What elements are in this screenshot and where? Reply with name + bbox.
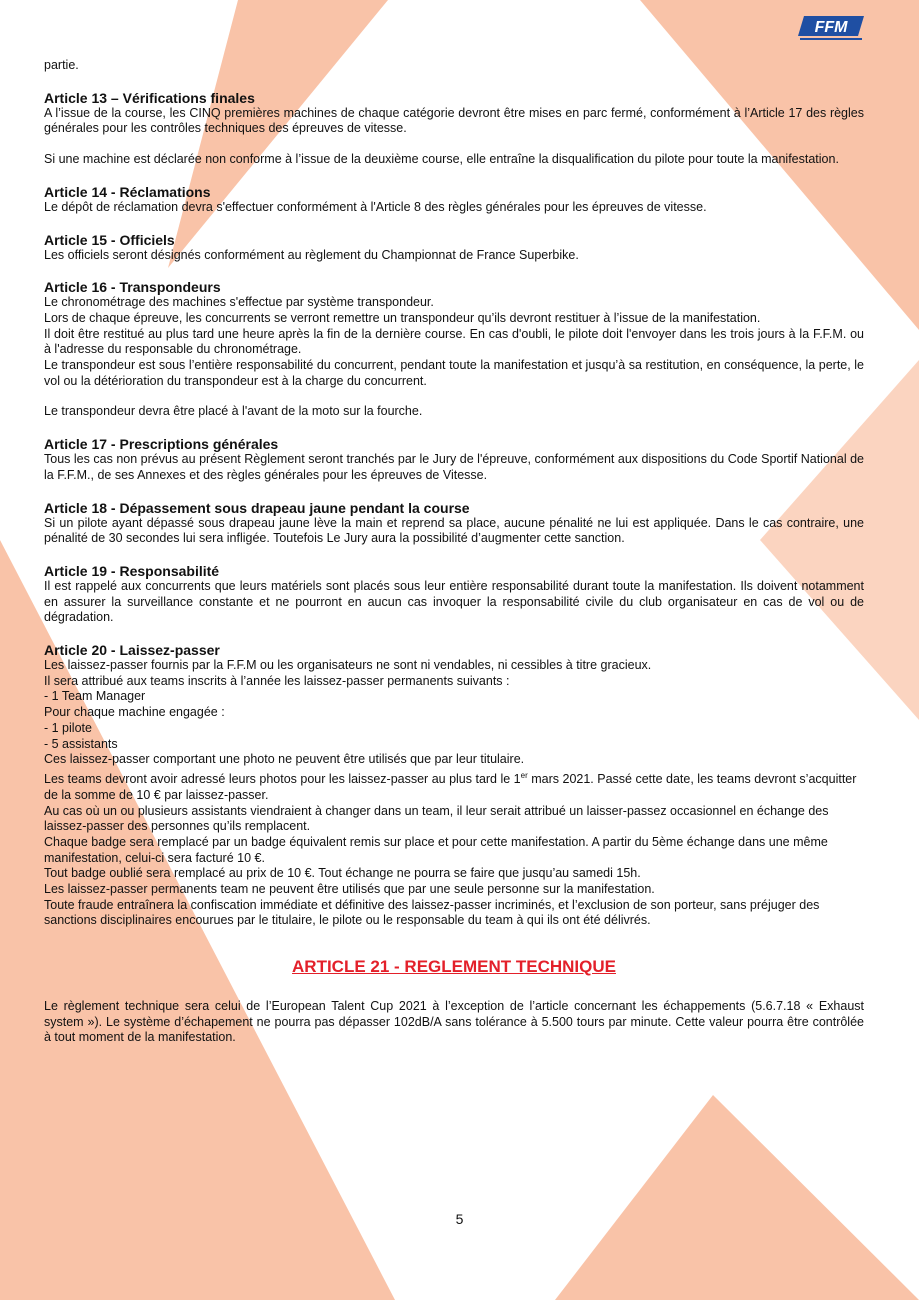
article-13-title: Article 13 – Vérifications finales <box>44 89 255 106</box>
article-20-l8-sup: er <box>520 770 528 780</box>
article-20-l11: Tout badge oublié sera remplacé au prix de 10 €. Tout échange ne pourra se faire que jusqu’au samedi 15h. <box>44 866 641 881</box>
article-16-l5: Le transpondeur devra être placé à l'avant de la moto sur la fourche. <box>44 404 423 419</box>
article-21-title: ARTICLE 21 - REGLEMENT TECHNIQUE <box>292 957 616 977</box>
article-19 <box>44 563 864 626</box>
article-20-l10: Chaque badge sera remplacé par un badge équivalent remis sur place et pour cette manifestation. A partir du 5ème échange dans une même manifestation, celui-ci sera facturé 10 €. <box>44 834 828 865</box>
intro-text: partie. <box>44 58 79 72</box>
article-20-l13: Toute fraude entraînera la confiscation immédiate et définitive des laissez-passer incriminés, et l’exclusion de son porteur, sans préjuger des sanctions disciplinaires encourues par le titulaire, le pilote ou le responsable du team à qui ils ont été délivrés. <box>44 897 820 928</box>
article-20-l2: Il sera attribué aux teams inscrits à l’année les laissez-passer permanents suivants : <box>44 673 510 688</box>
page-number: 5 <box>455 1211 464 1227</box>
article-16-l4: Le transpondeur est sous l’entière responsabilité du concurrent, pendant toute la manifestation et jusqu’à sa restitution, en conséquence, la perte, le vol ou la détérioration du transpondeur est à la charge du concurrent. <box>44 358 864 388</box>
article-14-title: Article 14 - Réclamations <box>44 183 211 200</box>
article-16-l1: Le chronométrage des machines s'effectue par système transpondeur. <box>44 295 434 310</box>
triangle-bottom-right <box>555 1095 919 1300</box>
article-20-l8 <box>44 768 864 804</box>
article-18 <box>44 500 864 547</box>
article-16 <box>44 279 864 420</box>
article-16-l2: Lors de chaque épreuve, les concurrents se verront remettre un transpondeur qu’ils devront restituer à l’issue de la manifestation. <box>44 310 761 325</box>
document-body <box>44 58 864 1046</box>
article-18-title: Article 18 - Dépassement sous drapeau jaune pendant la course <box>44 499 470 516</box>
article-20-l9: Au cas où un ou plusieurs assistants viendraient à changer dans un team, il leur serait attribué un laisser-passez occasionnel en échange des laissez-passer des personnes qu’ils remplacent. <box>44 803 829 834</box>
article-15 <box>44 232 864 264</box>
article-20-l1: Les laissez-passer fournis par la F.F.M ou les organisateurs ne sont ni vendables, ni cessibles à titre gracieux. <box>44 658 652 673</box>
article-20 <box>44 642 864 929</box>
article-20-l5: - 1 pilote <box>44 720 92 735</box>
article-20-l8-a: Les teams devront avoir adressé leurs photos pour les laissez-passer au plus tard le 1 <box>44 772 521 787</box>
logo-text: FFM <box>814 19 848 36</box>
article-17-p1: Tous les cas non prévus au présent Règlement seront tranchés par le Jury de l'épreuve, conformément aux dispositions du Code Sportif National de la F.F.M., de ses Annexes et des règles générales pour les épreuves de Vitesse. <box>44 452 864 482</box>
article-15-p1: Les officiels seront désignés conformément au règlement du Championnat de France Superbike. <box>44 247 579 262</box>
article-13-p1: A l’issue de la course, les CINQ premières machines de chaque catégorie devront être mises en parc fermé, conformément à l’Article 17 des règles générales pour les contrôles techniques des épreuves de vitesse. <box>44 105 864 136</box>
article-20-l8-b: mars 2021. Passé cette date, les teams devront s’acquitter de la somme de 10 € par laissez-passer. <box>44 772 857 802</box>
ffm-logo <box>798 14 866 42</box>
article-19-p1: Il est rappelé aux concurrents que leurs matériels sont placés sous leur entière responsabilité durant toute la manifestation. Ils doivent notamment en assurer la surveillance constante et ne pourront en aucun cas invoquer la responsabilité civile du club organisateur en cas de vol ou de dégradation. <box>44 578 864 625</box>
article-20-l12: Les laissez-passer permanents team ne peuvent être utilisés que par une seule personne sur la manifestation. <box>44 882 655 897</box>
article-15-title: Article 15 - Officiels <box>44 231 175 248</box>
article-21-p1: Le règlement technique sera celui de l’European Talent Cup 2021 à l’exception de l’article concernant les échappements (5.6.7.18 « Exhaust system »). Le système d’échapement ne pourra pas dépasser 102dB/A sans tolérance à 5.500 tours par minute. Cette valeur pourra être contrôlée à tout moment de la manifestation. <box>44 998 864 1045</box>
article-13 <box>44 90 864 168</box>
article-20-l6: - 5 assistants <box>44 736 118 751</box>
article-20-title: Article 20 - Laissez-passer <box>44 642 220 659</box>
article-19-title: Article 19 - Responsabilité <box>44 562 220 579</box>
article-20-l4: Pour chaque machine engagée : <box>44 705 225 720</box>
article-13-p2: Si une machine est déclarée non conforme à l’issue de la deuxième course, elle entraîne la disqualification du pilote pour toute la manifestation. <box>44 152 839 167</box>
article-20-l3: - 1 Team Manager <box>44 689 146 704</box>
article-18-p1: Si un pilote ayant dépassé sous drapeau jaune lève la main et reprend sa place, aucune pénalité ne lui est appliquée. Dans le cas contraire, une pénalité de 30 secondes lui sera infligée. Toutefois Le Jury aura la possibilité d’augmenter cette sanction. <box>44 515 864 546</box>
article-16-l3: Il doit être restitué au plus tard une heure après la fin de la dernière course. En cas d'oubli, le pilote doit l'envoyer dans les trois jours à la F.F.M. ou à l'adresse du responsable du chronométrage. <box>44 326 864 357</box>
article-20-l7: Ces laissez-passer comportant une photo ne peuvent être utilisés que par leur titulaire. <box>44 752 525 767</box>
article-16-title: Article 16 - Transpondeurs <box>44 279 221 296</box>
article-14-p1: Le dépôt de réclamation devra s'effectuer conformément à l'Article 8 des règles générales pour les épreuves de vitesse. <box>44 199 707 214</box>
article-17 <box>44 436 864 483</box>
article-14 <box>44 184 864 216</box>
article-17-title: Article 17 - Prescriptions générales <box>44 436 279 453</box>
